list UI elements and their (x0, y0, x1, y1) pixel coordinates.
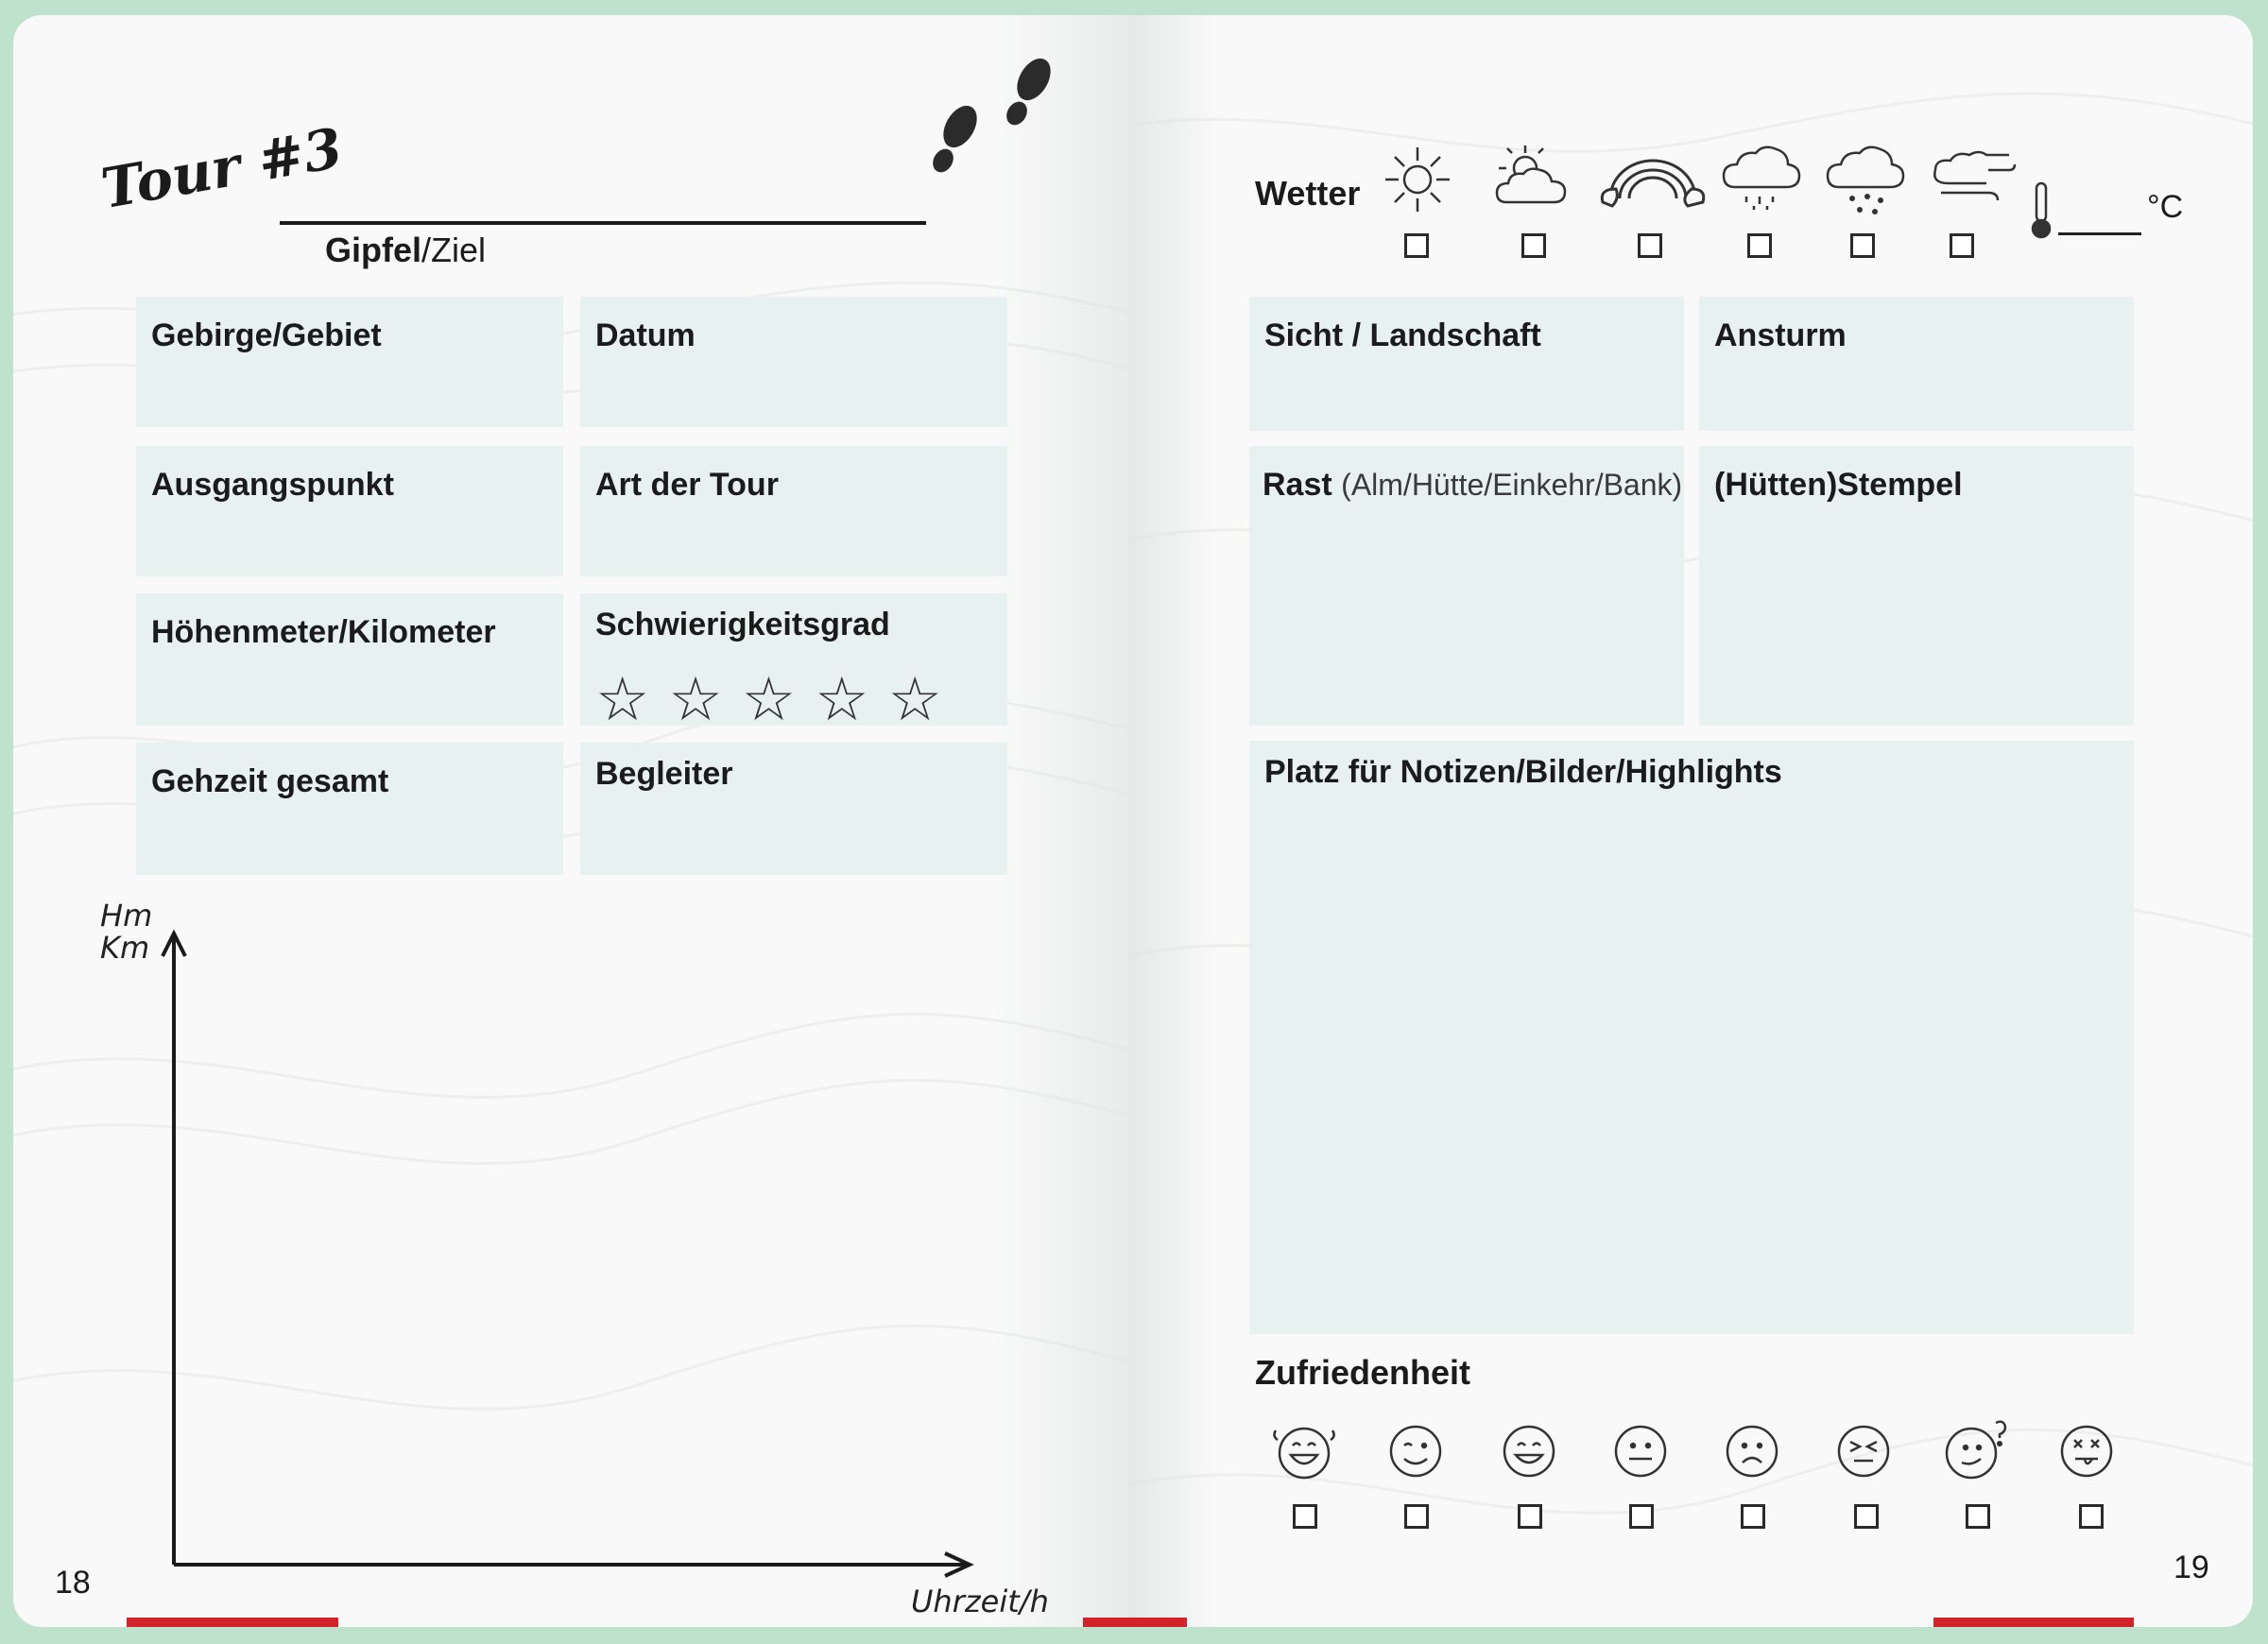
x-axis-label: Uhrzeit/h (911, 1584, 1049, 1619)
y-axis-label-km: Km (100, 930, 150, 966)
squinting-face-icon (1830, 1417, 1898, 1485)
page-number-left: 18 (55, 1565, 91, 1601)
rain-cloud-icon (1714, 142, 1809, 217)
field-label: Begleiter (595, 756, 733, 792)
satisfaction-checkbox[interactable] (1404, 1504, 1429, 1529)
field-notizen[interactable] (1249, 741, 2134, 1334)
star-icon[interactable]: ☆ (887, 665, 942, 733)
field-gehzeit[interactable] (136, 743, 563, 875)
summit-label: Gipfel/Ziel (325, 231, 487, 269)
field-label: Rast (Alm/Hütte/Einkehr/Bank) (1263, 467, 1683, 503)
field-label: Datum (595, 317, 696, 353)
star-icon[interactable]: ☆ (741, 665, 797, 733)
dizzy-face-icon (2053, 1417, 2121, 1485)
satisfaction-checkbox[interactable] (1629, 1504, 1654, 1529)
grinning-face-icon (1495, 1417, 1563, 1485)
weather-checkbox[interactable] (1638, 233, 1662, 258)
snow-cloud-icon (1818, 142, 1913, 217)
satisfaction-checkbox[interactable] (1518, 1504, 1542, 1529)
difficulty-stars (595, 665, 942, 733)
weather-label: Wetter (1255, 174, 1361, 213)
weather-checkbox[interactable] (1404, 233, 1429, 258)
ribbon-marker (127, 1618, 338, 1627)
field-schwierigkeitsgrad (580, 593, 1007, 733)
wind-icon (1922, 142, 2017, 217)
satisfaction-label: Zufriedenheit (1255, 1353, 1471, 1392)
star-icon[interactable]: ☆ (668, 665, 723, 733)
field-label: Schwierigkeitsgrad (595, 607, 890, 642)
field-label: Sicht / Landschaft (1264, 317, 1541, 353)
weather-checkbox[interactable] (1521, 233, 1546, 258)
weather-checkbox[interactable] (1850, 233, 1875, 258)
sun-icon (1370, 142, 1465, 217)
winking-face-icon (1382, 1417, 1450, 1485)
temperature-field[interactable] (2058, 232, 2141, 235)
field-hoehenmeter[interactable] (136, 593, 563, 726)
field-gebirge[interactable] (136, 297, 563, 427)
field-label: Gehzeit gesamt (151, 763, 389, 799)
satisfaction-checkbox[interactable] (1854, 1504, 1879, 1529)
field-label: Ansturm (1714, 317, 1847, 353)
satisfaction-checkbox[interactable] (1741, 1504, 1765, 1529)
weather-checkbox[interactable] (1747, 233, 1772, 258)
tour-title: Tour #3 (96, 115, 348, 221)
ribbon-marker (1128, 1618, 1187, 1627)
field-label: Platz für Notizen/Bilder/Highlights (1264, 754, 1782, 790)
thermometer-icon (2022, 180, 2060, 240)
temperature-unit: °C (2147, 189, 2184, 225)
summit-underline[interactable] (280, 221, 926, 225)
left-page (13, 15, 1128, 1627)
weather-checkbox[interactable] (1950, 233, 1974, 258)
field-ansturm[interactable] (1699, 297, 2134, 431)
ribbon-marker (1933, 1618, 2134, 1627)
rainbow-icon (1597, 142, 1709, 217)
field-art-der-tour[interactable] (580, 446, 1007, 576)
field-label: (Hütten)Stempel (1714, 467, 1963, 503)
elevation-chart[interactable] (155, 922, 987, 1584)
ribbon-marker (1083, 1618, 1128, 1627)
sad-face-icon (1718, 1417, 1786, 1485)
laughing-face-icon (1270, 1417, 1338, 1485)
y-axis-label-hm: Hm (100, 898, 153, 933)
field-rast[interactable] (1249, 446, 1684, 726)
neutral-face-icon (1606, 1417, 1675, 1485)
field-sicht-landschaft[interactable] (1249, 297, 1684, 431)
confused-face-icon (1941, 1417, 2009, 1485)
field-label: Art der Tour (595, 467, 779, 503)
satisfaction-checkbox[interactable] (1966, 1504, 1990, 1529)
sun-cloud-icon (1486, 142, 1580, 217)
satisfaction-checkbox[interactable] (1293, 1504, 1317, 1529)
field-datum[interactable] (580, 297, 1007, 427)
star-icon[interactable]: ☆ (595, 665, 650, 733)
star-icon[interactable]: ☆ (815, 665, 869, 733)
field-label: Gebirge/Gebiet (151, 317, 382, 353)
page-number-right: 19 (2174, 1550, 2209, 1585)
field-ausgangspunkt[interactable] (136, 446, 563, 576)
field-huetten-stempel[interactable] (1699, 446, 2134, 726)
field-label: Höhenmeter/Kilometer (151, 614, 496, 650)
satisfaction-checkbox[interactable] (2079, 1504, 2104, 1529)
field-label: Ausgangspunkt (151, 467, 394, 503)
field-begleiter[interactable] (580, 743, 1007, 875)
footprints-icon (902, 43, 1072, 185)
